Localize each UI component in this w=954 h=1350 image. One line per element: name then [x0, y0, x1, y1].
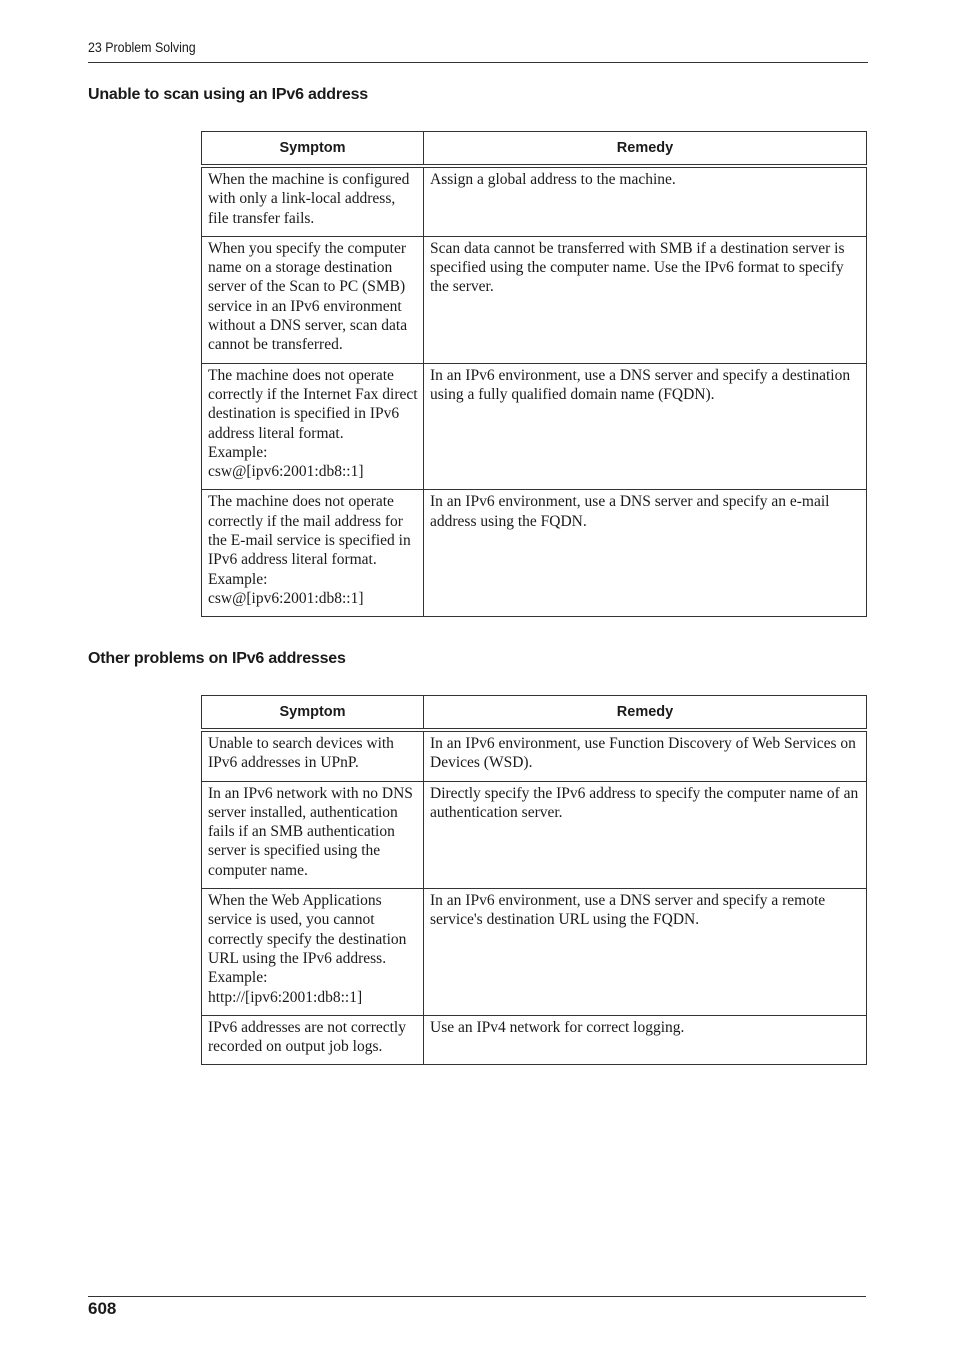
header-rule [88, 62, 868, 63]
example-label: Example: [208, 443, 268, 461]
symptom-text: Unable to search devices with IPv6 addresses in UPnP. [208, 735, 394, 772]
example-value: csw@[ipv6:2001:db8::1] [208, 463, 364, 481]
symptom-text: IPv6 addresses are not correctly recorded on output job logs. [208, 1018, 406, 1056]
table-row [202, 166, 867, 236]
example-value: http://[ipv6:2001:db8::1] [208, 988, 363, 1006]
example-label: Example: [208, 969, 268, 987]
symptom-text: When the machine is configured with only a link-local address, file transfer fails. [208, 171, 410, 227]
symptom-text: When you specify the computer name on a storage destination server of the Scan to PC (SMB) service in an IPv6 environment without a DNS server, scan data cannot be transferred. [208, 239, 408, 354]
example-label: Example: [208, 570, 268, 588]
remedy-cell: Scan data cannot be transferred with SMB if a destination server is specified using the computer name. Use the IPv6 format to specify the server. [424, 236, 867, 363]
symptom-cell [202, 889, 424, 1016]
column-header-remedy: Remedy [424, 132, 867, 167]
page-number: 608 [88, 1299, 117, 1318]
symptom-text: In an IPv6 network with no DNS server installed, authentication fails if an SMB authentication server is specified using the computer name. [208, 784, 413, 879]
table-header-row [202, 696, 867, 731]
symptom-cell [202, 363, 424, 490]
table-row [202, 236, 867, 363]
symptom-cell [202, 236, 424, 363]
remedy-cell: In an IPv6 environment, use Function Discovery of Web Services on Devices (WSD). [424, 730, 867, 781]
table-row [202, 490, 867, 617]
table-header-row [202, 132, 867, 167]
troubleshooting-table-other [201, 695, 867, 1065]
section-heading-other: Other problems on IPv6 addresses [88, 650, 346, 667]
remedy-cell: Use an IPv4 network for correct logging. [424, 1015, 867, 1065]
symptom-text: The machine does not operate correctly if the mail address for the E-mail service is specified in IPv6 address literal format. [208, 493, 411, 569]
remedy-cell: In an IPv6 environment, use a DNS server and specify an e-mail address using the FQDN. [424, 490, 867, 617]
symptom-text: When the Web Applications service is used, you cannot correctly specify the destination URL using the IPv6 address. [208, 892, 407, 967]
section-heading-scan: Unable to scan using an IPv6 address [88, 86, 369, 103]
column-header-remedy: Remedy [424, 696, 867, 731]
column-header-symptom: Symptom [202, 696, 424, 731]
symptom-cell [202, 781, 424, 888]
remedy-cell: Assign a global address to the machine. [424, 166, 867, 236]
example-value: csw@[ipv6:2001:db8::1] [208, 589, 364, 607]
table-row [202, 889, 867, 1016]
symptom-text: The machine does not operate correctly if the Internet Fax direct destination is specified in IPv6 address literal format. [208, 366, 418, 442]
symptom-cell [202, 730, 424, 781]
table-row [202, 363, 867, 490]
table-row [202, 1015, 867, 1065]
running-header: 23 Problem Solving [88, 40, 196, 55]
remedy-cell: In an IPv6 environment, use a DNS server and specify a remote service's destination URL using the FQDN. [424, 889, 867, 1016]
footer-rule [88, 1296, 866, 1297]
remedy-cell: In an IPv6 environment, use a DNS server and specify a destination using a fully qualified domain name (FQDN). [424, 363, 867, 490]
column-header-symptom: Symptom [202, 132, 424, 167]
table-row [202, 781, 867, 888]
symptom-cell [202, 166, 424, 236]
symptom-cell [202, 1015, 424, 1065]
troubleshooting-table-scan [201, 131, 867, 617]
table-row [202, 730, 867, 781]
symptom-cell [202, 490, 424, 617]
remedy-cell: Directly specify the IPv6 address to specify the computer name of an authentication server. [424, 781, 867, 888]
